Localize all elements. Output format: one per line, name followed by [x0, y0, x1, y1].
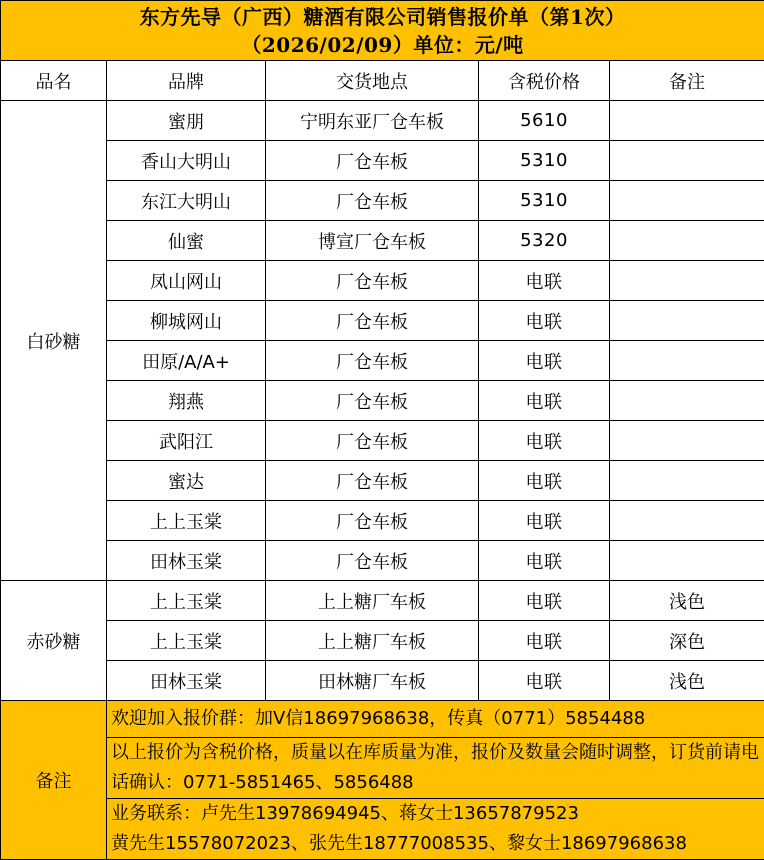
remark-cell: 深色 [610, 621, 764, 661]
notes-label: 备注 [1, 701, 107, 860]
remark-cell [610, 261, 764, 301]
brand-cell: 翔燕 [107, 381, 266, 421]
price-cell: 电联 [479, 301, 610, 341]
notes-sales-contacts-line-1: 业务联系：卢先生13978694945、蒋女士13657879523 [111, 799, 764, 829]
notes-row-2 [1, 738, 764, 799]
table-row [1, 221, 764, 261]
notes-row-1 [1, 701, 764, 738]
delivery-cell: 上上糖厂车板 [266, 621, 479, 661]
delivery-cell: 上上糖厂车板 [266, 581, 479, 621]
remark-cell [610, 341, 764, 381]
brand-cell: 上上玉棠 [107, 501, 266, 541]
price-cell: 电联 [479, 341, 610, 381]
title-line-2: （2026/02/09）单位：元/吨 [1, 31, 764, 59]
header-remark: 备注 [610, 61, 764, 101]
brand-cell: 上上玉棠 [107, 621, 266, 661]
remark-cell: 浅色 [610, 581, 764, 621]
table-row [1, 301, 764, 341]
brand-cell: 柳城网山 [107, 301, 266, 341]
remark-cell [610, 181, 764, 221]
table-row [1, 101, 764, 141]
brand-cell: 田林玉棠 [107, 541, 266, 581]
brand-cell: 蜜达 [107, 461, 266, 501]
brand-cell: 凤山网山 [107, 261, 266, 301]
notes-sales-contacts [107, 799, 764, 860]
remark-cell [610, 541, 764, 581]
price-cell: 5310 [479, 141, 610, 181]
table-row [1, 581, 764, 621]
remark-cell: 浅色 [610, 661, 764, 701]
header-delivery: 交货地点 [266, 61, 479, 101]
price-cell: 电联 [479, 621, 610, 661]
table-row [1, 181, 764, 221]
delivery-cell: 厂仓车板 [266, 501, 479, 541]
remark-cell [610, 461, 764, 501]
price-cell: 5310 [479, 181, 610, 221]
table-row [1, 341, 764, 381]
category-cell: 白砂糖 [1, 101, 107, 581]
table-row [1, 501, 764, 541]
delivery-cell: 厂仓车板 [266, 181, 479, 221]
delivery-cell: 田林糖厂车板 [266, 661, 479, 701]
price-cell: 电联 [479, 461, 610, 501]
table-row [1, 421, 764, 461]
brand-cell: 仙蜜 [107, 221, 266, 261]
table-row [1, 461, 764, 501]
table-row [1, 541, 764, 581]
title-cell [1, 1, 764, 61]
header-brand: 品牌 [107, 61, 266, 101]
price-cell: 5610 [479, 101, 610, 141]
remark-cell [610, 141, 764, 181]
delivery-cell: 厂仓车板 [266, 421, 479, 461]
table-row [1, 381, 764, 421]
notes-row-3 [1, 799, 764, 860]
delivery-cell: 博宣厂仓车板 [266, 221, 479, 261]
remark-cell [610, 301, 764, 341]
table-row [1, 141, 764, 181]
delivery-cell: 厂仓车板 [266, 541, 479, 581]
brand-cell: 香山大明山 [107, 141, 266, 181]
brand-cell: 田原/A/A+ [107, 341, 266, 381]
notes-sales-contacts-line-2: 黄先生15578072023、张先生18777008535、黎女士18697968638 [111, 829, 764, 859]
delivery-cell: 厂仓车板 [266, 381, 479, 421]
table-row [1, 661, 764, 701]
brand-cell: 东江大明山 [107, 181, 266, 221]
remark-cell [610, 501, 764, 541]
delivery-cell: 宁明东亚厂仓车板 [266, 101, 479, 141]
remark-cell [610, 101, 764, 141]
brand-cell: 武阳江 [107, 421, 266, 461]
remark-cell [610, 221, 764, 261]
category-cell: 赤砂糖 [1, 581, 107, 701]
delivery-cell: 厂仓车板 [266, 141, 479, 181]
title-row [1, 1, 764, 61]
price-cell: 电联 [479, 541, 610, 581]
notes-price-disclaimer: 以上报价为含税价格，质量以在库质量为准，报价及数量会随时调整，订货前请电话确认：0771-5851465、5856488 [107, 738, 764, 799]
price-cell: 5320 [479, 221, 610, 261]
remark-cell [610, 381, 764, 421]
brand-cell: 蜜朋 [107, 101, 266, 141]
price-cell: 电联 [479, 661, 610, 701]
brand-cell: 田林玉棠 [107, 661, 266, 701]
header-product: 品名 [1, 61, 107, 101]
header-price: 含税价格 [479, 61, 610, 101]
brand-cell: 上上玉棠 [107, 581, 266, 621]
notes-contact-group: 欢迎加入报价群：加V信18697968638，传真（0771）5854488 [107, 701, 764, 738]
table-row [1, 621, 764, 661]
price-cell: 电联 [479, 421, 610, 461]
title-line-1: 东方先导（广西）糖酒有限公司销售报价单（第1次） [1, 3, 764, 31]
delivery-cell: 厂仓车板 [266, 461, 479, 501]
price-cell: 电联 [479, 261, 610, 301]
header-row [1, 61, 764, 101]
table-row [1, 261, 764, 301]
price-cell: 电联 [479, 381, 610, 421]
remark-cell [610, 421, 764, 461]
price-cell: 电联 [479, 581, 610, 621]
price-cell: 电联 [479, 501, 610, 541]
delivery-cell: 厂仓车板 [266, 301, 479, 341]
delivery-cell: 厂仓车板 [266, 341, 479, 381]
delivery-cell: 厂仓车板 [266, 261, 479, 301]
